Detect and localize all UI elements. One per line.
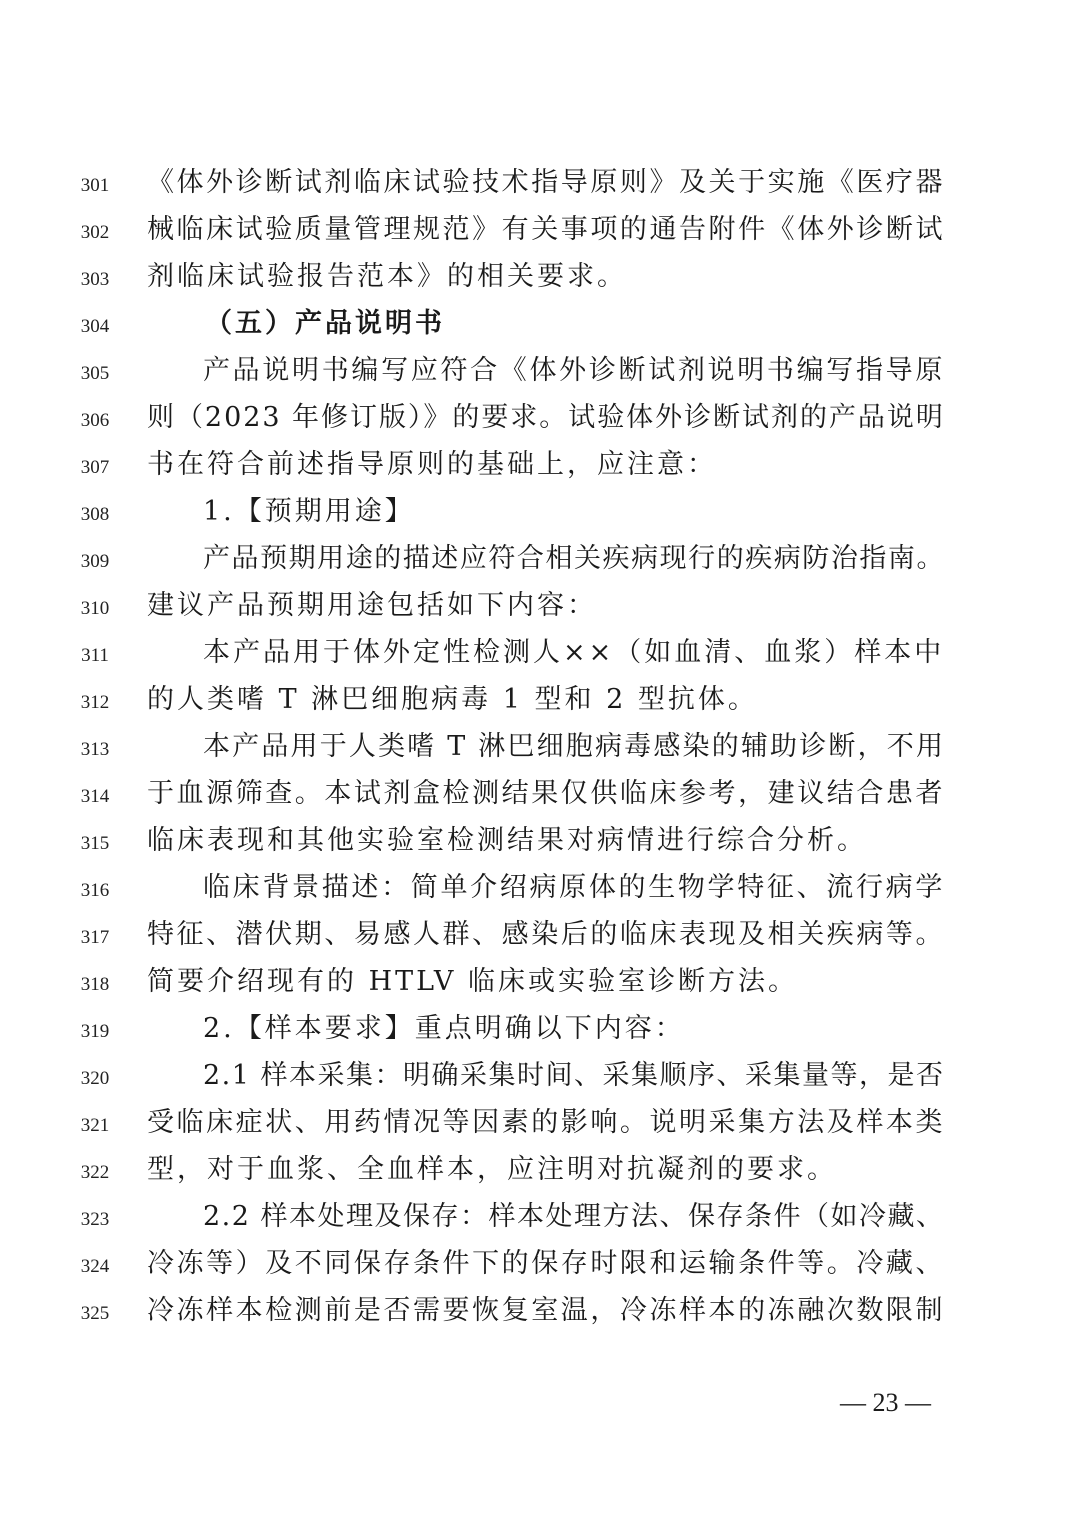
line-number: 325 <box>80 1303 110 1324</box>
text-line-304 <box>0 304 1080 351</box>
text-line-317 <box>0 915 1080 962</box>
line-text: 剂临床试验报告范本》的相关要求。 <box>147 261 627 292</box>
line-number: 320 <box>80 1068 110 1089</box>
line-text: 2.2 样本处理及保存：样本处理方法、保存条件（如冷藏、 <box>203 1201 945 1232</box>
line-text: 的人类嗜 T 淋巴细胞病毒 1 型和 2 型抗体。 <box>147 684 758 715</box>
line-text: 于血源筛查。本试剂盒检测结果仅供临床参考，建议结合患者 <box>147 778 945 809</box>
text-line-315 <box>0 821 1080 868</box>
text-line-325 <box>0 1291 1080 1338</box>
subsection-heading: 1.【预期用途】 <box>203 496 415 527</box>
text-line-320 <box>0 1056 1080 1103</box>
line-text: 型，对于血浆、全血样本，应注明对抗凝剂的要求。 <box>147 1154 837 1185</box>
text-line-311 <box>0 633 1080 680</box>
text-line-324 <box>0 1244 1080 1291</box>
text-line-301 <box>0 163 1080 210</box>
line-text: 本产品用于人类嗜 T 淋巴细胞病毒感染的辅助诊断，不用 <box>203 731 946 762</box>
text-line-321 <box>0 1103 1080 1150</box>
line-number: 313 <box>80 739 110 760</box>
text-line-302 <box>0 210 1080 257</box>
line-text: 书在符合前述指导原则的基础上，应注意： <box>147 449 717 480</box>
line-number: 306 <box>80 410 110 431</box>
line-text: 建议产品预期用途包括如下内容： <box>147 590 597 621</box>
line-text: 特征、潜伏期、易感人群、感染后的临床表现及相关疾病等。 <box>147 919 945 950</box>
line-number: 304 <box>80 316 110 337</box>
line-number: 315 <box>80 833 110 854</box>
line-text: 本产品用于体外定性检测人××（如血清、血浆）样本中 <box>203 637 945 668</box>
line-text: 《体外诊断试剂临床试验技术指导原则》及关于实施《医疗器 <box>147 167 945 198</box>
text-line-303 <box>0 257 1080 304</box>
line-number: 321 <box>80 1115 110 1136</box>
line-number: 314 <box>80 786 110 807</box>
line-number: 322 <box>80 1162 110 1183</box>
line-number: 319 <box>80 1021 110 1042</box>
text-line-310 <box>0 586 1080 633</box>
text-line-305 <box>0 351 1080 398</box>
line-number: 312 <box>80 692 110 713</box>
line-number: 301 <box>80 175 110 196</box>
line-number: 308 <box>80 504 110 525</box>
line-text: 临床表现和其他实验室检测结果对病情进行综合分析。 <box>147 825 867 856</box>
text-line-316 <box>0 868 1080 915</box>
line-text: 简要介绍现有的 HTLV 临床或实验室诊断方法。 <box>147 966 798 997</box>
text-line-313 <box>0 727 1080 774</box>
line-number: 323 <box>80 1209 110 1230</box>
line-number: 305 <box>80 363 110 384</box>
line-text: 产品说明书编写应符合《体外诊断试剂说明书编写指导原 <box>203 355 945 386</box>
line-number: 302 <box>80 222 110 243</box>
line-text: 产品预期用途的描述应符合相关疾病现行的疾病防治指南。 <box>203 543 945 574</box>
text-line-314 <box>0 774 1080 821</box>
text-line-306 <box>0 398 1080 445</box>
line-text: 受临床症状、用药情况等因素的影响。说明采集方法及样本类 <box>147 1107 945 1138</box>
text-line-307 <box>0 445 1080 492</box>
line-number: 311 <box>81 645 109 666</box>
text-line-323 <box>0 1197 1080 1244</box>
text-line-318 <box>0 962 1080 1009</box>
text-line-312 <box>0 680 1080 727</box>
line-text: 冷冻等）及不同保存条件下的保存时限和运输条件等。冷藏、 <box>147 1248 945 1279</box>
line-text: 临床背景描述：简单介绍病原体的生物学特征、流行病学 <box>203 872 945 903</box>
line-text: 2.1 样本采集：明确采集时间、采集顺序、采集量等，是否 <box>203 1060 945 1091</box>
section-heading: （五）产品说明书 <box>205 308 445 339</box>
text-line-322 <box>0 1150 1080 1197</box>
line-number: 318 <box>80 974 110 995</box>
text-line-308 <box>0 492 1080 539</box>
text-line-319 <box>0 1009 1080 1056</box>
text-line-309 <box>0 539 1080 586</box>
line-text: 冷冻样本检测前是否需要恢复室温，冷冻样本的冻融次数限制 <box>147 1295 945 1326</box>
line-number: 309 <box>80 551 110 572</box>
line-number: 317 <box>80 927 110 948</box>
line-number: 303 <box>80 269 110 290</box>
page-number: — 23 — <box>840 1388 931 1417</box>
line-text: 械临床试验质量管理规范》有关事项的通告附件《体外诊断试 <box>147 214 945 245</box>
line-number: 307 <box>80 457 110 478</box>
line-number: 310 <box>80 598 110 619</box>
line-text: 则（2023 年修订版）》的要求。试验体外诊断试剂的产品说明 <box>147 402 945 433</box>
line-number: 324 <box>80 1256 110 1277</box>
line-number: 316 <box>80 880 110 901</box>
subsection-heading: 2.【样本要求】重点明确以下内容： <box>203 1013 685 1044</box>
